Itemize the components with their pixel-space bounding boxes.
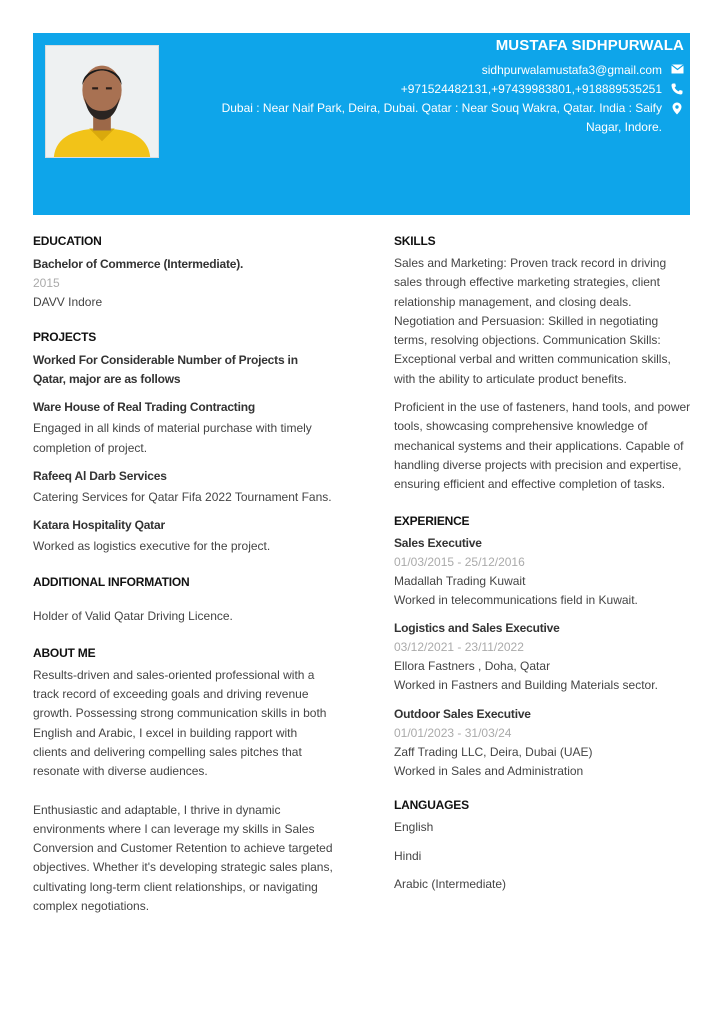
left-column — [33, 233, 333, 916]
right-column — [394, 233, 692, 894]
experience-section — [394, 513, 692, 782]
about-paragraph-2: Enthusiastic and adaptable, I thrive in dynamic environments where I can leverage my skills in Sales Conversion and Customer Retention to achieve targeted objectives. Whether it's developing strategic sales plans, cultivating long-term client relationships, or navigating complex negotiations. — [33, 802, 333, 914]
additional-section — [33, 574, 333, 626]
skills-paragraph-2: Proficient in the use of fasteners, hand tools, and power tools, showcasing comprehensive knowledge of mechanical systems and their applications. Capable of handling diverse projects with precision and expertise, ensuring efficient and effective completion of tasks. — [394, 400, 691, 492]
education-section — [33, 233, 333, 312]
email-row — [204, 61, 684, 80]
experience-company: Ellora Fastners , Doha, Qatar — [394, 659, 551, 674]
languages-title: LANGUAGES — [394, 798, 469, 813]
skills-title: SKILLS — [394, 234, 436, 248]
education-degree: Bachelor of Commerce (Intermediate). — [33, 257, 244, 271]
experience-desc: Worked in Sales and Administration — [394, 764, 584, 779]
profile-photo — [45, 45, 159, 158]
about-title: ABOUT ME — [33, 645, 96, 660]
address-text: Dubai : Near Naif Park, Deira, Dubai. Qatar : Near Souq Wakra, Qatar. India : Saify Nagar, Indore. — [221, 101, 662, 134]
project-item — [33, 398, 333, 458]
language-item: Hindi — [394, 848, 422, 863]
experience-desc: Worked in Fastners and Building Materials sector. — [394, 678, 658, 693]
experience-title: EXPERIENCE — [394, 513, 470, 528]
phone-numbers[interactable]: +971524482131,+97439983801,+918889535251 — [400, 82, 662, 96]
experience-dates: 03/12/2021 - 23/11/2022 — [394, 640, 524, 655]
email-address[interactable]: sidhpurwalamustafa3@gmail.com — [481, 63, 662, 77]
experience-dates: 01/03/2015 - 25/12/2016 — [394, 554, 525, 569]
location-icon — [670, 99, 684, 115]
contact-block — [204, 37, 684, 137]
experience-item — [394, 705, 692, 782]
project-item — [33, 516, 333, 556]
language-item: Arabic (Intermediate) — [394, 876, 507, 891]
language-item: English — [394, 820, 434, 835]
about-paragraph-1: Results-driven and sales-oriented professional with a track record of exceeding goals and driving revenue growth. Possessing strong communication skills in both English and Arabic, I excel in building rapport with clients and delivering compelling sales pitches that resonate with diverse audiences. — [33, 667, 327, 779]
candidate-name: MUSTAFA SIDHPURWALA — [495, 37, 684, 54]
education-school: DAVV Indore — [33, 295, 103, 309]
about-section — [33, 645, 333, 917]
experience-dates: 01/01/2023 - 31/03/24 — [394, 725, 512, 740]
experience-company: Zaff Trading LLC, Deira, Dubai (UAE) — [394, 744, 593, 759]
additional-text: Holder of Valid Qatar Driving Licence. — [33, 609, 233, 624]
experience-role: Sales Executive — [394, 535, 482, 550]
phone-row — [204, 80, 684, 99]
project-item — [33, 467, 333, 507]
experience-role: Logistics and Sales Executive — [394, 621, 560, 636]
skills-section — [394, 233, 692, 495]
project-name: Ware House of Real Trading Contracting — [33, 400, 255, 415]
education-year: 2015 — [33, 276, 60, 290]
project-name: Katara Hospitality Qatar — [33, 518, 165, 533]
projects-title: PROJECTS — [33, 330, 97, 345]
project-name: Rafeeq Al Darb Services — [33, 468, 167, 483]
languages-section — [394, 797, 692, 894]
header-banner — [33, 33, 690, 215]
additional-title: ADDITIONAL INFORMATION — [33, 575, 190, 590]
project-desc: Engaged in all kinds of material purchase with timely completion of project. — [33, 421, 312, 455]
experience-desc: Worked in telecommunications field in Kuwait. — [394, 592, 638, 607]
education-title: EDUCATION — [33, 234, 102, 248]
experience-item — [394, 534, 692, 611]
email-icon — [670, 61, 684, 74]
projects-intro: Worked For Considerable Number of Projects in Qatar, major are as follows — [33, 353, 298, 387]
experience-company: Madallah Trading Kuwait — [394, 573, 526, 588]
profile-photo-illustration — [46, 46, 158, 157]
project-desc: Worked as logistics executive for the project. — [33, 539, 271, 554]
address-row — [204, 99, 684, 137]
projects-section — [33, 329, 333, 556]
phone-icon — [670, 80, 684, 95]
project-desc: Catering Services for Qatar Fifa 2022 Tournament Fans. — [33, 489, 332, 504]
experience-role: Outdoor Sales Executive — [394, 706, 531, 721]
skills-paragraph-1: Sales and Marketing: Proven track record in driving sales through effective marketing strategies, client relationship management, and closing deals. Negotiation and Persuasion: Skilled in negotiating terms, resolving objections. Communication Skills: Exceptional verbal and written communication skills, with the ability to articulate product benefits. — [394, 256, 671, 386]
experience-item — [394, 619, 692, 696]
